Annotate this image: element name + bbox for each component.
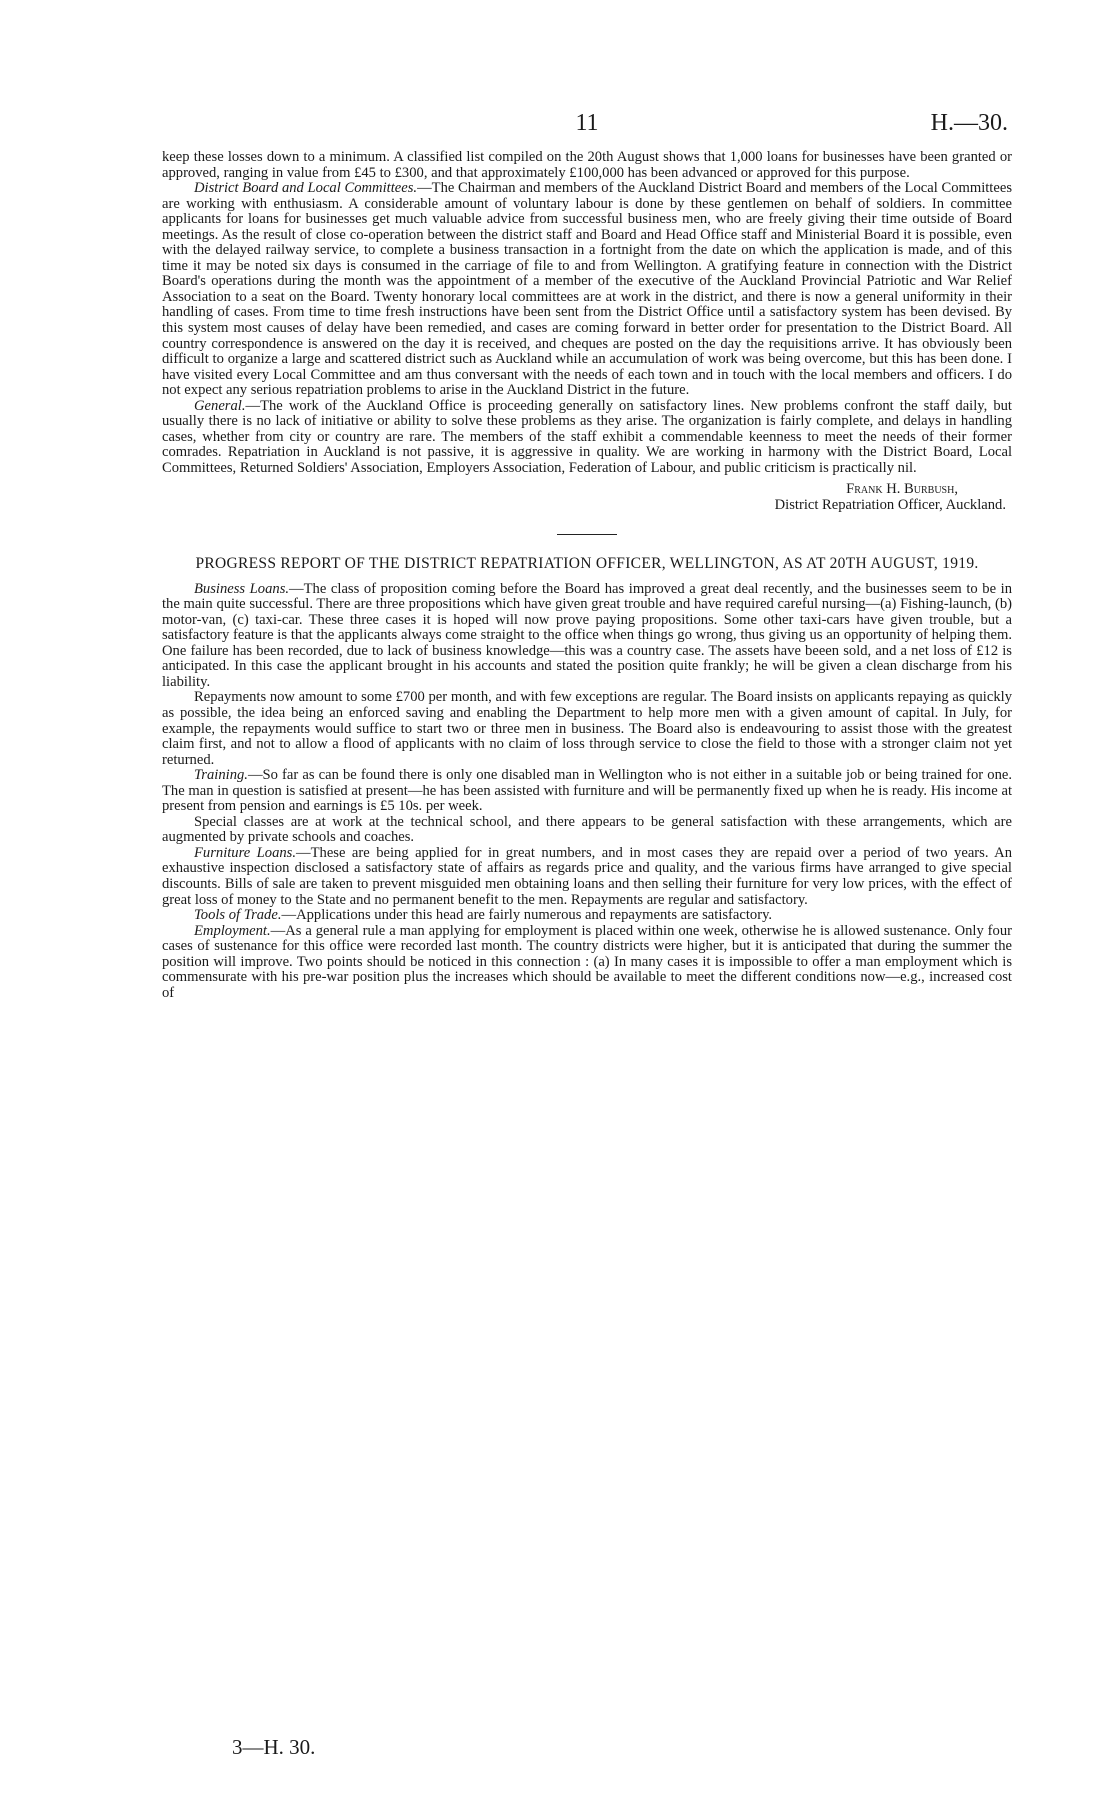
body-general: —The work of the Auckland Office is proceeding generally on satisfactory lines. New problems confront the staff daily, but usually there is no lack of initiative or ability to solve these problems as they arise. The organization is fairly complete, and delays in handling cases, whether from city or country are rare. The members of the staff exhibit a commendable keenness to meet the needs of their former comrades. Repatriation in Auckland is not passive, it is aggressive in quality. We are working in harmony with the District Board, Local Committees, Returned Soldiers' Association, Employers Association, Federation of Labour, and public criticism is practically nil. bbox=[162, 397, 1012, 476]
report-title: PROGRESS REPORT OF THE DISTRICT REPATRIATION OFFICER, WELLINGTON, AS AT 20TH AUGUST, 1919. bbox=[195, 554, 979, 572]
body-employment: —As a general rule a man applying for employment is placed within one week, otherwise he is allowed sustenance. Only four cases of sustenance for this office were recorded last month. The country districts were higher, but it is anticipated that during the summer the position will improve. Two points should be noticed in this connection : (a) In many cases it is impossible to offer a man employment which is commensurate with his pre-war position plus the increases which should be available to meet the different conditions now—e.g., increased cost of bbox=[162, 922, 1012, 1001]
body-business-loans: —The class of proposition coming before the Board has improved a great deal recently, and the businesses seem to be in the main quite successful. There are three propositions which have given great trouble and have required careful nursing—(a) Fishing-launch, (b) motor-van, (c) taxi-car. These three cases it is hoped will now prove paying propositions. Some other taxi-cars have given trouble, but a satisfactory feature is that the applicants always come straight to the office when things go wrong, thus giving us an opportunity of helping them. One failure has been recorded, due to lack of business knowledge—this was a country case. The assets have beeen sold, and a net loss of £12 is anticipated. In this case the applicant brought in his accounts and stated the position quite frankly; he will be given a clean discharge from his liability. bbox=[162, 580, 1013, 690]
heading-employment: Employment. bbox=[194, 922, 271, 939]
body-district-board: —The Chairman and members of the Auckland District Board and members of the Local Committees are working with enthusiasm. A considerable amount of voluntary labour is done by these gentlemen on behalf of soldiers. In committee applicants for loans for businesses get much valuable advice from successful business men, who are freely giving their time outside of Board meetings. As the result of close co-operation between the district staff and Board and Head Office staff and Ministerial Board it is possible, even with the delayed railway service, to complete a business transaction in a fortnight from the date on which the application is made, and of this time it may be noted six days is consumed in the carriage of file to and from Wellington. A gratifying feature in connection with the District Board's operations during the month was the appointment of a member of the executive of the Auckland Provincial Patriotic and War Relief Association to a seat on the Board. Twenty honorary local committees are at work in the district, and there is now a general uniformity in their handling of cases. From time to time fresh instructions have been sent from the District Office until a satisfactory system has been devised. By this system most causes of delay have been remedied, and cases are coming forward in better order for presentation to the District Board. All country correspondence is answered on the day it is received, and cheques are posted on the day the requisitions arrive. It has obviously been difficult to organize a large and scattered district such as Auckland while an accumulation of work was being overcome, but this has been done. I have visited every Local Committee and am thus conversant with the needs of each town and in touch with the local members and officers. I do not expect any serious repatriation problems to arise in the Auckland District in the future. bbox=[162, 180, 1012, 399]
heading-furniture-loans: Furniture Loans. bbox=[194, 844, 297, 861]
paragraph-business-loans bbox=[162, 582, 1012, 691]
paragraph-employment bbox=[162, 924, 1012, 1002]
paragraph-repayments: Repayments now amount to some £700 per month, and with few exceptions are regular. The Board insists on applicants repaying as quickly as possible, the idea being an enforced saving and enabling the Department to help more men with a given amount of capital. In July, for example, the repayments would suffice to start two or three men in business. The Board also is endeavouring to assist those with the greatest claim first, and not to allow a flood of applicants with no claim of loss through service to close the field to those with a stronger claim not yet returned. bbox=[162, 689, 1012, 768]
body-training: —So far as can be found there is only one disabled man in Wellington who is not either in a suitable job or being trained for one. The man in question is satisfied at present—he has been assisted with furniture and will be permanently fixed up when he is ready. His income at present from pension and earnings is £5 10s. per week. bbox=[162, 767, 1012, 815]
signature-name: Frank H. Burbush, bbox=[846, 481, 958, 498]
signature-block bbox=[162, 482, 1012, 513]
heading-business-loans: Business Loans. bbox=[194, 580, 290, 597]
paragraph-special-classes: Special classes are at work at the technical school, and there appears to be general satisfaction with these arrangements, which are augmented by private schools and coaches. bbox=[162, 813, 1012, 846]
body-tools-of-trade: —Applications under this head are fairly numerous and repayments are satisfactory. bbox=[281, 907, 773, 924]
section-divider bbox=[557, 534, 617, 535]
heading-training: Training. bbox=[194, 767, 248, 784]
paragraph-furniture-loans bbox=[162, 846, 1012, 908]
paragraph-district-board bbox=[162, 181, 1012, 399]
page-content bbox=[162, 150, 1012, 1001]
paragraph-loans-summary: keep these losses down to a minimum. A classified list compiled on the 20th August shows that 1,000 loans for businesses have been granted or approved, ranging in value from £45 to £300, and that approximately £100,000 has been advanced or approved for this purpose. bbox=[162, 149, 1012, 181]
paragraph-general bbox=[162, 399, 1012, 477]
paragraph-tools-of-trade bbox=[162, 908, 1012, 924]
page-header bbox=[162, 110, 1012, 140]
body-furniture-loans: —These are being applied for in great numbers, and in most cases they are repaid over a period of two years. An exhaustive inspection disclosed a satisfactory state of affairs as regards price and quality, and the various firms have arranged to give special discounts. Bills of sale are taken to prevent misguided men obtaining loans and then selling their furniture for very low prices, with the effect of great loss of money to the State and no permanent benefit to the men. Repayments are regular and satisfactory. bbox=[162, 844, 1012, 908]
heading-district-board: District Board and Local Committees. bbox=[194, 180, 418, 197]
series-number: H.—30. bbox=[930, 110, 1008, 136]
paragraph-training bbox=[162, 768, 1012, 815]
signature-title: District Repatriation Officer, Auckland. bbox=[774, 497, 1006, 514]
page-number: 11 bbox=[575, 110, 599, 136]
heading-tools-of-trade: Tools of Trade. bbox=[194, 907, 282, 924]
heading-general: General. bbox=[194, 397, 246, 414]
signature-mark: 3—H. 30. bbox=[232, 1735, 316, 1759]
